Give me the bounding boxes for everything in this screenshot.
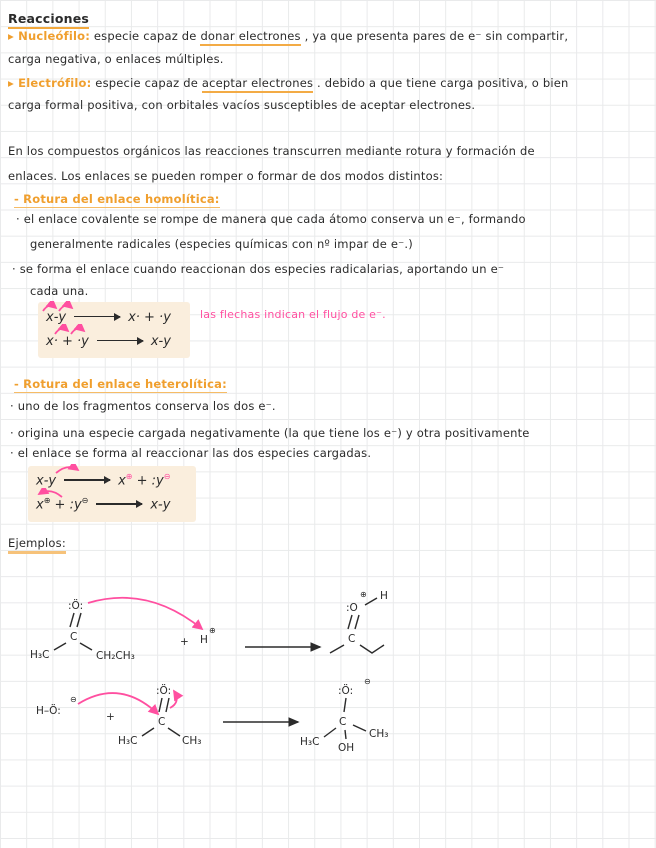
- plus-sign: +: [180, 636, 189, 648]
- bond-line: [80, 643, 92, 650]
- reaction-arrow-icon: [64, 479, 110, 481]
- atom-label-oxygen: :Ö:: [338, 685, 354, 697]
- negative-charge: ⊖: [81, 496, 89, 505]
- nucleophile-definition-line2: carga negativa, o enlaces múltiples.: [8, 52, 224, 66]
- atom-label-carbon: C: [348, 633, 356, 645]
- positive-charge: ⊕: [360, 590, 367, 599]
- homolytic-bullet1-line2: generalmente radicales (especies químicas con nº impar de e⁻.): [30, 237, 413, 251]
- heterolytic-heading-text: - Rotura del enlace heterolítica:: [14, 377, 227, 391]
- homolytic-bullet2-line1: · se forma el enlace cuando reaccionan dos especies radicalarias, aportando un e⁻: [12, 262, 505, 276]
- bond-line: [345, 730, 346, 739]
- plus-sign: +: [106, 711, 115, 723]
- heterolytic-eq2: [36, 496, 170, 512]
- bond-line: [324, 728, 336, 737]
- homolytic-eq1-rhs: x· + ·y: [128, 310, 171, 325]
- electrophile-post: . debido a que tiene carga positiva, o bien: [313, 76, 569, 90]
- nucleophile-term: ▸ Nucleófilo:: [8, 29, 91, 43]
- example1-reaction-scheme: [30, 585, 460, 670]
- electrophile-pre: especie capaz de: [91, 76, 202, 90]
- atom-label-methyl: CH₃: [369, 728, 389, 740]
- atom-label-methyl: H₃C: [118, 735, 138, 747]
- homolytic-eq2-rhs: x-y: [150, 334, 171, 349]
- electron-flow-arrow: [78, 693, 158, 714]
- atom-label-carbon: C: [339, 716, 347, 728]
- atom-label-oxygen: :Ö:: [68, 600, 84, 612]
- electron-flow-note: las flechas indican el flujo de e⁻.: [200, 308, 386, 321]
- atom-label-carbon: C: [158, 716, 166, 728]
- double-bond: [348, 615, 359, 629]
- electrophile-term: ▸ Electrófilo:: [8, 76, 92, 90]
- bond-line: [330, 645, 344, 653]
- negative-charge: ⊖: [70, 695, 77, 704]
- nucleophile-definition-line1: [8, 29, 568, 43]
- example2-reaction-scheme: [28, 672, 458, 762]
- electrophile-definition-line2: carga formal positiva, con orbitales vacíos susceptibles de aceptar electrones.: [8, 98, 476, 112]
- page-title-text: Reacciones: [8, 11, 89, 29]
- heterolytic-eq2-y: + :y: [50, 497, 82, 513]
- heterolytic-equations-box: [28, 466, 196, 522]
- positive-charge: ⊕: [125, 472, 133, 481]
- bond-line: [344, 698, 346, 712]
- bond-line: [142, 728, 154, 736]
- heterolytic-bullet1: · uno de los fragmentos conserva los dos e⁻.: [10, 399, 276, 413]
- negative-charge: ⊖: [163, 472, 171, 481]
- page-title: [8, 11, 89, 26]
- atom-label-hydrogen: H: [380, 590, 388, 602]
- heterolytic-heading: [14, 377, 227, 391]
- nucleophile-underlined: donar electrones: [200, 29, 300, 46]
- heterolytic-bullet2: · origina una especie cargada negativamente (la que tiene los e⁻) y otra positivamente: [10, 426, 530, 440]
- nucleophile-post: , ya que presenta pares de e⁻ sin compartir,: [300, 29, 569, 43]
- bond-line: [168, 728, 180, 736]
- homolytic-equations-box: [38, 302, 190, 358]
- heterolytic-bullet3: · el enlace se forma al reaccionar las dos especies cargadas.: [10, 446, 372, 460]
- positive-charge: ⊕: [209, 626, 216, 635]
- electron-flow-arrow: [88, 598, 202, 629]
- homolytic-eq2: [46, 334, 171, 349]
- homolytic-eq2-lhs: x· + ·y: [46, 334, 89, 349]
- reaction-arrow-icon: [96, 503, 142, 505]
- heterolytic-eq2-rhs: x-y: [150, 497, 171, 513]
- atom-label-hydroxide: H–Ö:: [36, 705, 61, 717]
- heterolytic-eq1-lhs: x-y: [36, 473, 57, 489]
- homolytic-bullet2-line2: cada una.: [30, 284, 89, 298]
- atom-label-proton: H: [200, 634, 208, 646]
- atom-label-methyl: H₃C: [30, 649, 50, 661]
- electrophile-underlined: aceptar electrones: [202, 76, 313, 93]
- examples-heading: [8, 536, 66, 550]
- atom-label-methyl: H₃C: [300, 736, 320, 748]
- homolytic-eq1-lhs: x-y: [46, 310, 67, 325]
- intro-line1: En los compuestos orgánicos las reacciones transcurren mediante rotura y formación de: [8, 144, 535, 158]
- atom-label-methyl: CH₃: [182, 735, 202, 747]
- bond-line: [365, 598, 377, 605]
- homolytic-heading: [14, 192, 220, 206]
- atom-label-hydroxyl: OH: [338, 742, 355, 754]
- atom-label-ethyl: CH₂CH₃: [96, 650, 135, 662]
- bond-line: [54, 643, 66, 650]
- skeletal-bond: [360, 645, 384, 653]
- atom-label-oxygen: :O: [346, 602, 358, 614]
- homolytic-bullet1-line1: · el enlace covalente se rompe de manera que cada átomo conserva un e⁻, formando: [16, 212, 526, 226]
- reaction-arrow-icon: [97, 340, 143, 342]
- atom-label-carbon: C: [70, 631, 78, 643]
- examples-heading-text: Ejemplos:: [8, 536, 66, 554]
- atom-label-oxygen: :Ö:: [156, 685, 172, 697]
- negative-charge: ⊖: [364, 677, 371, 686]
- homolytic-heading-text: - Rotura del enlace homolítica:: [14, 192, 220, 206]
- reaction-arrow-icon: [74, 316, 120, 318]
- bond-line: [353, 725, 366, 731]
- heterolytic-eq1-y: + :y: [132, 473, 164, 489]
- homolytic-eq1: [46, 310, 171, 325]
- positive-charge: ⊕: [43, 496, 51, 505]
- intro-line2: enlaces. Los enlaces se pueden romper o formar de dos modos distintos:: [8, 169, 444, 183]
- heterolytic-eq1: [36, 472, 170, 488]
- double-bond: [70, 613, 81, 627]
- double-bond: [159, 698, 169, 712]
- electrophile-definition-line1: [8, 76, 568, 90]
- nucleophile-pre: especie capaz de: [90, 29, 201, 43]
- heterolytic-eq2-x: x: [36, 497, 44, 513]
- heterolytic-eq1-x: x: [118, 473, 126, 489]
